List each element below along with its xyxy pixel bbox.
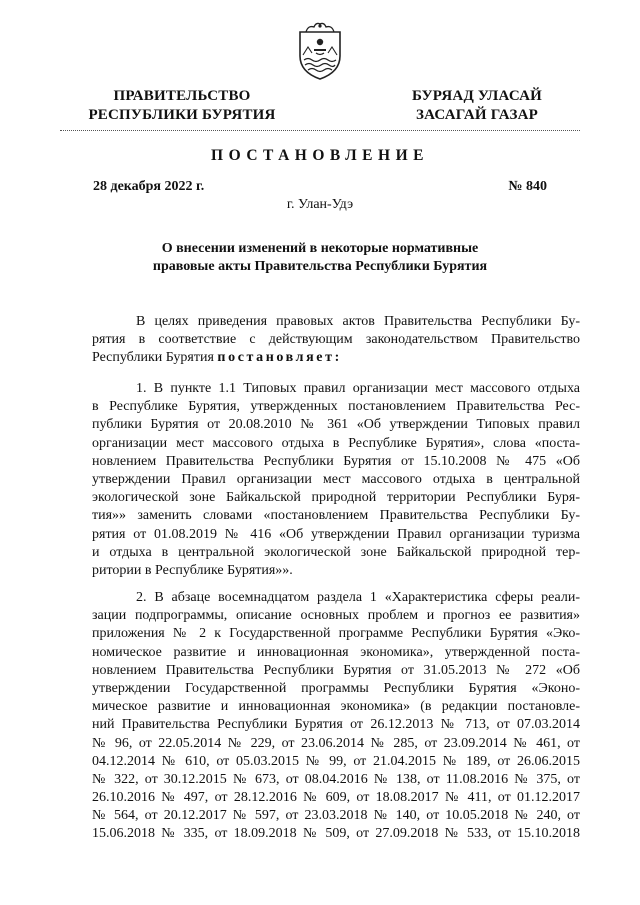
header-divider	[60, 130, 580, 131]
paragraph-line: ний Правительства Республики Бурятия от 26.12.2013 № 713, от 07.03.2014	[92, 717, 580, 733]
paragraph-item-1	[92, 380, 580, 580]
paragraph-line: рятия в соответствие с действующим законодательством Правительство	[92, 332, 580, 348]
paragraph-line: экологической зоне Байкальской природной территории Республики Буря-	[92, 490, 580, 506]
header-left-block	[82, 87, 282, 125]
resolution-keyword: постановляет:	[217, 350, 342, 366]
paragraph-line-with-emphasis	[92, 349, 580, 367]
paragraph-line: утверждении Правил организации мест массового отдыха в центральной	[92, 471, 580, 487]
document-date: 28 декабря 2022 г.	[93, 179, 205, 194]
document-title: ПОСТАНОВЛЕНИЕ	[211, 147, 429, 164]
paragraph-line: новлением Правительства Республики Бурятия от 31.05.2013 № 272 «Об	[92, 662, 580, 678]
subject-line1: О внесении изменений в некоторые нормативные	[161, 241, 479, 256]
document-subject	[0, 240, 640, 276]
paragraph-line: 1. В пункте 1.1 Типовых правил организации мест массового отдыха	[136, 381, 580, 396]
header-right-line1: БУРЯАД УЛАСАЙ	[411, 88, 543, 104]
paragraph-line: № 96, от 22.05.2014 № 229, от 23.06.2014 № 285, от 23.09.2014 № 461, от	[92, 735, 580, 751]
document-number: № 840	[508, 179, 547, 194]
paragraph-line: в Республике Бурятия, утвержденных постановлением Правительства Рес-	[92, 399, 580, 415]
header-right-line2: ЗАСАГАЙ ГАЗАР	[416, 107, 538, 123]
subject-line2: правовые акты Правительства Республики Бурятия	[152, 259, 488, 274]
paragraph-line: 04.12.2014 № 610, от 05.03.2015 № 99, от 21.04.2015 № 189, от 26.06.2015	[92, 753, 580, 769]
paragraph-line: В целях приведения правовых актов Правительства Республики Бу-	[136, 314, 580, 329]
paragraph-line: мическое развитие и инновационная экономика» (в редакции постановле-	[92, 699, 580, 715]
paragraph-item-2	[92, 589, 580, 844]
paragraph-line: № 322, от 30.12.2015 № 673, от 08.04.2016 № 138, от 11.08.2016 № 375, от	[92, 771, 580, 787]
paragraph-line: организации мест массового отдыха в Республике Бурятия», слова «поста-	[92, 435, 580, 451]
paragraph-line: номическое развитие и инновационная экономика», утвержденной поста-	[92, 644, 580, 660]
header-left-line2: РЕСПУБЛИКИ БУРЯТИЯ	[88, 107, 276, 123]
paragraph-line: № 564, от 20.12.2017 № 597, от 23.03.2018 № 140, от 10.05.2018 № 240, от	[92, 808, 580, 824]
paragraph-line: и отдыха в центральной экологической зоне Байкальской природной тер-	[92, 544, 580, 560]
paragraph-line: новлением Правительства Республики Бурятия от 15.10.2008 № 475 «Об	[92, 453, 580, 469]
paragraph-line: 26.10.2016 № 497, от 28.12.2016 № 609, от 18.08.2017 № 411, от 01.12.2017	[92, 790, 580, 806]
paragraph-line: 15.06.2018 № 335, от 18.09.2018 № 509, от 27.09.2018 № 533, от 15.10.2018	[92, 826, 580, 842]
header-right-block	[388, 87, 566, 125]
paragraph-line: публики Бурятия от 20.08.2010 № 361 «Об утверждении Типовых правил	[92, 417, 580, 433]
document-city: г. Улан-Удэ	[286, 197, 354, 212]
paragraph-preamble	[92, 313, 580, 368]
header-left-line1: ПРАВИТЕЛЬСТВО	[113, 88, 251, 104]
paragraph-line: утверждении Государственной программы Республики Бурятия «Эконо-	[92, 680, 580, 696]
paragraph-line: зации подпрограммы, описание основных проблем и прогноз ее развития»	[92, 608, 580, 624]
paragraph-line-text: Республики Бурятия	[92, 350, 218, 366]
buryatia-coat-of-arms-icon	[294, 22, 346, 82]
paragraph-line: тия»» заменить словами «постановлением Правительства Республики Бу-	[92, 508, 580, 524]
paragraph-line: приложения № 2 к Государственной программе Республики Бурятия «Эко-	[92, 626, 580, 642]
paragraph-line: рятия от 01.08.2019 № 416 «Об утверждении Правил организации туризма	[92, 526, 580, 542]
paragraph-line: 2. В абзаце восемнадцатом раздела 1 «Характеристика сферы реали-	[136, 590, 580, 605]
paragraph-line: ритории в Республике Бурятия»».	[92, 562, 293, 578]
